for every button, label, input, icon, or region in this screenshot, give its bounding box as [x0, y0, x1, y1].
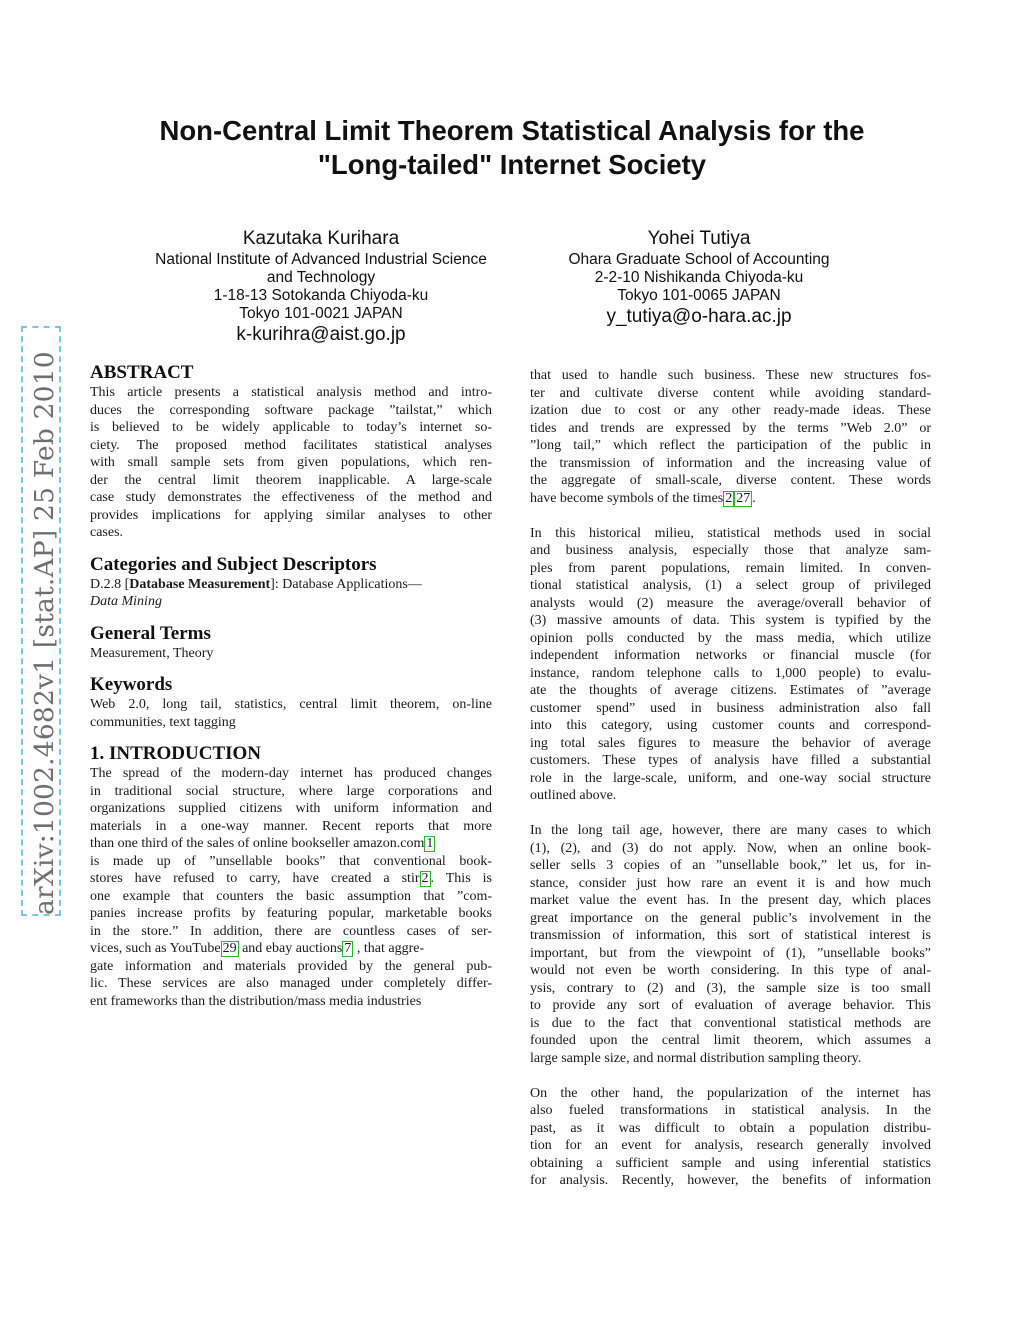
category-rest: ]: Database Applications—	[270, 576, 422, 592]
text-line: ter and cultivate diverse content while avoiding standard-	[530, 385, 931, 401]
citation-link[interactable]: 2	[725, 490, 733, 506]
text-line: market value the event has. In the present day, which places	[530, 893, 931, 908]
text-line: customers. These types of analysis have filled a substantial	[530, 753, 931, 768]
citation-link[interactable]: 7	[344, 941, 352, 956]
keywords-text	[90, 696, 492, 731]
text-line: tides and trends are expressed by the terms ”Web 2.0” or	[530, 420, 931, 436]
paragraph-1	[530, 367, 931, 507]
categories-heading: Categories and Subject Descriptors	[90, 553, 377, 575]
author-affiliation-line: and Technology	[266, 269, 376, 286]
arxiv-identifier: arXiv:1002.4682v1 [stat.AP] 25 Feb 2010	[29, 351, 60, 915]
text-span: and ebay auctions	[238, 941, 343, 956]
text-line: tional statistical analysis, (1) a select group of privileged	[530, 578, 931, 593]
text-line: This article presents a statistical analysis method and intro-	[90, 385, 492, 400]
text-line: is due to the fact that conventional statistical methods are	[530, 1015, 931, 1031]
author-block-2	[540, 228, 858, 328]
text-line: is believed to be widely applicable to today’s internet so-	[90, 420, 492, 435]
text-line: for analysis. Recently, however, the benefits of information	[530, 1173, 931, 1188]
citation-link[interactable]: 2	[421, 871, 429, 886]
abstract-heading: ABSTRACT	[90, 362, 194, 383]
text-line: with small sample sets from given populations, which ren-	[90, 455, 492, 470]
general-terms-heading: General Terms	[90, 622, 211, 644]
paragraph-3	[530, 822, 931, 1067]
text-line: transmission of information, this sort of statistical interest is	[530, 928, 931, 943]
text-line: Measurement, Theory	[90, 645, 214, 661]
author-affiliation-line: Tokyo 101-0021 JAPAN	[239, 305, 403, 322]
text-line: important, but from the viewpoint of (1), ”unsellable books”	[530, 945, 931, 961]
author-affiliation-line: 2-2-10 Nishikanda Chiyoda-ku	[594, 269, 804, 286]
text-line: independent information networks or financial muscle (for	[530, 648, 931, 663]
text-line: ”long tail,” which reflect the participation of the public in	[530, 438, 931, 453]
category-italic: Data Mining	[90, 594, 162, 609]
text-line: into this category, using customer counts and correspond-	[530, 718, 931, 733]
text-line: instance, random telephone calls to 1,000 people) to evalu-	[530, 665, 931, 681]
text-line: customer spend” used in business administration also fall	[530, 700, 931, 716]
text-line: stance, consider just how rare an event it is and how much	[530, 875, 931, 891]
text-span: .	[752, 490, 756, 506]
text-span: . This is	[430, 871, 492, 886]
text-line: is made up of ”unsellable books” that conventional book-	[90, 853, 492, 869]
text-line: ciety. The proposed method facilitates statistical analyses	[90, 437, 492, 453]
text-line: ization due to cost or any other ready-made ideas. These	[530, 403, 931, 418]
text-line: the transmission of information and the increasing value of	[530, 455, 931, 471]
left-column	[90, 362, 492, 1010]
author-name: Yohei Tutiya	[647, 228, 751, 249]
citation-link[interactable]: 27	[736, 490, 751, 506]
introduction-heading: 1. INTRODUCTION	[90, 743, 262, 764]
text-line: would not even be worth considering. In this type of anal-	[530, 963, 931, 978]
text-line	[90, 576, 492, 594]
author-email: k-kurihra@aist.go.jp	[236, 324, 406, 345]
text-span: than one third of the sales of online bookseller amazon.com	[90, 836, 425, 851]
text-line: communities, text tagging	[90, 714, 236, 730]
title-line-2: "Long-tailed" Internet Society	[317, 149, 707, 180]
category-code: D.2.8 [	[90, 576, 130, 592]
text-line: (3) massive amounts of data. This system is typified by the	[530, 613, 931, 628]
text-line: analysts would (2) measure the average/overall behavior of	[530, 595, 931, 611]
text-line	[90, 835, 492, 853]
text-line: the aggregate of small-scale, diverse content. These words	[530, 473, 931, 488]
text-line	[90, 870, 492, 888]
text-line: The spread of the modern-day internet has produced changes	[90, 766, 492, 781]
author-affiliation-line: Tokyo 101-0065 JAPAN	[617, 287, 781, 304]
text-line: founded upon the central limit theorem, which assumes a	[530, 1033, 931, 1048]
text-line: (1), (2), and (3) do not apply. Now, when an online book-	[530, 840, 931, 856]
title-line-1: Non-Central Limit Theorem Statistical Analysis for the	[159, 115, 865, 146]
general-terms-text	[90, 645, 492, 663]
text-line: also fueled transformations in statistical analysis. In the	[530, 1103, 931, 1118]
text-line: materials in a one-way manner. Recent reports that more	[90, 818, 492, 834]
text-line: seller sells 3 copies of an ”unsellable book,” let us, for in-	[530, 858, 931, 873]
text-line: der the central limit theorem inapplicable. A large-scale	[90, 472, 492, 488]
text-line: obtaining a sufficient sample and using inferential statistics	[530, 1155, 931, 1171]
text-line: one example that counters the basic assumption that ”com-	[90, 888, 492, 904]
text-line: and business analysis, especially those that analyze sam-	[530, 543, 931, 558]
categories-text	[90, 576, 492, 611]
paper-title	[100, 114, 924, 182]
author-affiliation-line: 1-18-13 Sotokanda Chiyoda-ku	[213, 287, 429, 304]
category-bold: Database Measurement	[129, 576, 271, 592]
paragraph-4	[530, 1085, 931, 1190]
text-line: panies increase profits by featuring popular, marketable books	[90, 906, 492, 921]
text-line: tion for an event for analysis, research generally involved	[530, 1138, 931, 1153]
text-span: stores have refused to carry, have created a stir	[90, 871, 420, 886]
text-line: ing total sales figures to measure the behavior of average	[530, 735, 931, 751]
abstract-text	[90, 384, 492, 542]
text-line: past, as it was difficult to obtain a population distribu-	[530, 1120, 931, 1136]
author-name: Kazutaka Kurihara	[242, 228, 400, 249]
text-line: to provide any sort of evaluation of average behavior. This	[530, 998, 931, 1013]
text-line	[530, 490, 931, 508]
text-line: great importance on the general public’s involvement in the	[530, 910, 931, 926]
text-line: duces the corresponding software package ”tailstat,” which	[90, 402, 492, 418]
paragraph-2	[530, 525, 931, 805]
text-line: case study demonstrates the effectiveness of the method and	[90, 490, 492, 505]
text-line: outlined above.	[530, 788, 617, 803]
author-affiliation-line: Ohara Graduate School of Accounting	[568, 251, 830, 268]
text-line: organizations supplied citizens with uniform information and	[90, 801, 492, 816]
author-block-1	[130, 228, 512, 346]
text-line: On the other hand, the popularization of the internet has	[530, 1085, 931, 1101]
text-line: Web 2.0, long tail, statistics, central limit theorem, on-line	[90, 697, 492, 712]
right-column	[530, 367, 931, 1190]
text-line: in traditional social structure, where large corporations and	[90, 783, 492, 799]
text-line: lic. These services are also managed under completely differ-	[90, 976, 492, 991]
text-line: ent frameworks than the distribution/mass media industries	[90, 993, 422, 1009]
text-line: ate the thoughts of average citizens. Estimates of ”average	[530, 683, 931, 698]
citation-link[interactable]: 29	[222, 941, 237, 956]
author-email: y_tutiya@o-hara.ac.jp	[606, 306, 792, 327]
text-line: in the store.” In addition, there are countless cases of ser-	[90, 923, 492, 939]
text-line	[90, 940, 492, 958]
text-span: have become symbols of the times	[530, 490, 724, 506]
keywords-heading: Keywords	[90, 674, 173, 695]
text-line: gate information and materials provided by the general pub-	[90, 958, 492, 974]
text-span: vices, such as YouTube	[90, 941, 221, 956]
text-line: In the long tail age, however, there are many cases to which	[530, 823, 931, 838]
text-line: cases.	[90, 525, 124, 540]
text-line: ples from parent populations, remain limited. In conven-	[530, 560, 931, 576]
text-line: that used to handle such business. These new structures fos-	[530, 368, 931, 383]
introduction-text	[90, 765, 492, 1010]
text-line: large sample size, and normal distribution sampling theory.	[530, 1050, 862, 1066]
citation-link[interactable]: 1	[426, 836, 434, 851]
text-line: opinion polls conducted by the mass media, which utilize	[530, 630, 931, 646]
text-line: In this historical milieu, statistical methods used in social	[530, 525, 931, 541]
text-line: role in the large-scale, uniform, and one-way social structure	[530, 770, 931, 786]
text-line: provides implications for applying similar analyses to other	[90, 507, 492, 523]
author-affiliation-line: National Institute of Advanced Industrial Science	[155, 251, 487, 268]
text-line: ysis, contrary to (2) and (3), the sample size is too small	[530, 980, 931, 996]
text-span: , that aggre-	[353, 941, 425, 956]
